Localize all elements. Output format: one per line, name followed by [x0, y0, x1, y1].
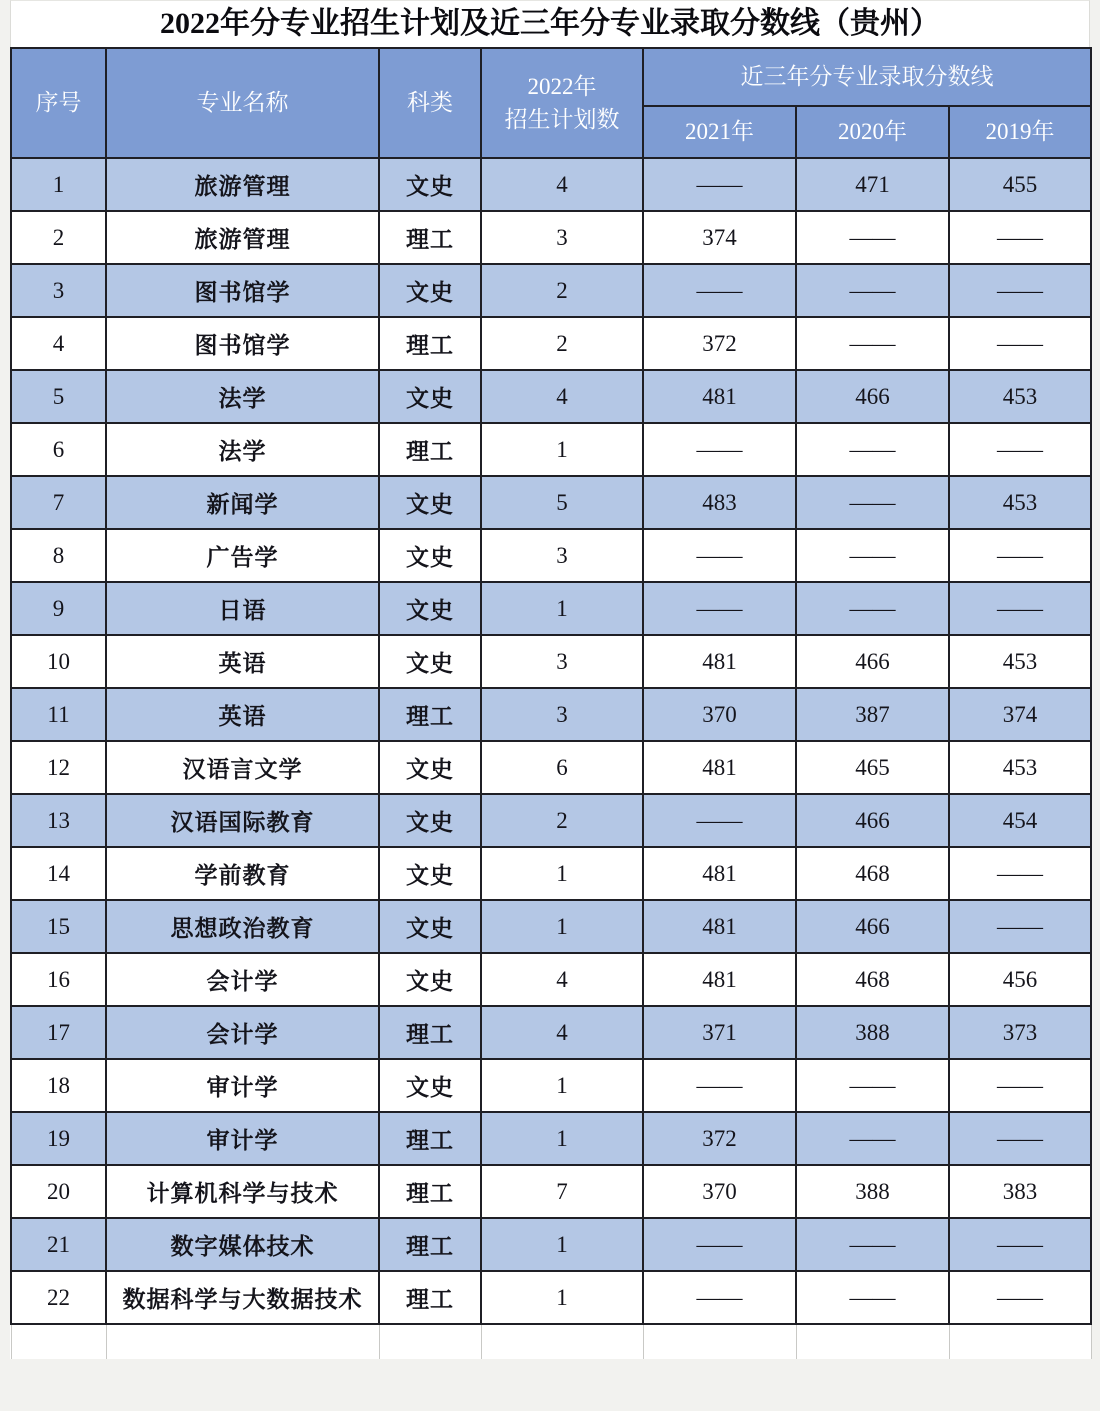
cell-score-2021: —— [643, 529, 796, 582]
empty-cell [643, 1324, 796, 1359]
cell-major: 法学 [106, 423, 379, 476]
cell-major: 汉语言文学 [106, 741, 379, 794]
table-row [11, 847, 1091, 900]
cell-major: 图书馆学 [106, 264, 379, 317]
cell-no: 20 [11, 1165, 106, 1218]
cell-plan: 4 [481, 158, 643, 211]
cell-no: 15 [11, 900, 106, 953]
table-row [11, 688, 1091, 741]
cell-score-2021: 481 [643, 847, 796, 900]
cell-plan: 1 [481, 582, 643, 635]
cell-category: 文史 [379, 370, 481, 423]
cell-category: 文史 [379, 847, 481, 900]
table-header [11, 48, 1091, 158]
header-index: 序号 [11, 48, 106, 158]
cell-score-2021: 481 [643, 741, 796, 794]
cell-score-2021: 483 [643, 476, 796, 529]
cell-plan: 5 [481, 476, 643, 529]
cell-major: 英语 [106, 635, 379, 688]
cell-major: 图书馆学 [106, 317, 379, 370]
table-row [11, 582, 1091, 635]
cell-no: 13 [11, 794, 106, 847]
table-row [11, 794, 1091, 847]
cell-no: 22 [11, 1271, 106, 1324]
cell-score-2021: 372 [643, 317, 796, 370]
cell-no: 3 [11, 264, 106, 317]
table-row [11, 1271, 1091, 1324]
cell-plan: 3 [481, 211, 643, 264]
header-year-2021: 2021年 [643, 106, 796, 158]
cell-category: 理工 [379, 1218, 481, 1271]
cell-plan: 1 [481, 1059, 643, 1112]
cell-score-2020: —— [796, 582, 949, 635]
cell-category: 文史 [379, 900, 481, 953]
cell-major: 汉语国际教育 [106, 794, 379, 847]
cell-no: 1 [11, 158, 106, 211]
table-row [11, 1112, 1091, 1165]
empty-cell [949, 1324, 1091, 1359]
cell-no: 19 [11, 1112, 106, 1165]
header-plan-line1: 2022年 [527, 73, 597, 99]
cell-score-2021: —— [643, 423, 796, 476]
table-row [11, 264, 1091, 317]
cell-major: 旅游管理 [106, 211, 379, 264]
cell-plan: 4 [481, 953, 643, 1006]
cell-score-2021: —— [643, 158, 796, 211]
cell-major: 新闻学 [106, 476, 379, 529]
cell-score-2019: —— [949, 317, 1091, 370]
cell-category: 文史 [379, 582, 481, 635]
table-row [11, 635, 1091, 688]
cell-category: 理工 [379, 688, 481, 741]
cell-score-2021: 374 [643, 211, 796, 264]
cell-category: 文史 [379, 158, 481, 211]
cell-no: 5 [11, 370, 106, 423]
cell-no: 4 [11, 317, 106, 370]
cell-score-2020: —— [796, 317, 949, 370]
cell-score-2019: —— [949, 264, 1091, 317]
cell-no: 6 [11, 423, 106, 476]
cell-no: 2 [11, 211, 106, 264]
table-row [11, 158, 1091, 211]
header-plan-line2: 招生计划数 [504, 107, 620, 132]
cell-category: 理工 [379, 317, 481, 370]
cell-score-2019: —— [949, 211, 1091, 264]
cell-score-2019: 453 [949, 635, 1091, 688]
cell-plan: 3 [481, 688, 643, 741]
cell-score-2020: 466 [796, 370, 949, 423]
cell-score-2019: —— [949, 847, 1091, 900]
cell-score-2021: 481 [643, 900, 796, 953]
cell-score-2021: —— [643, 1271, 796, 1324]
cell-plan: 2 [481, 317, 643, 370]
cell-no: 16 [11, 953, 106, 1006]
cell-plan: 1 [481, 847, 643, 900]
cell-score-2019: 455 [949, 158, 1091, 211]
cell-plan: 4 [481, 1006, 643, 1059]
table-row [11, 1165, 1091, 1218]
cell-score-2021: 372 [643, 1112, 796, 1165]
cell-score-2021: —— [643, 1059, 796, 1112]
cell-score-2021: —— [643, 794, 796, 847]
cell-score-2019: —— [949, 529, 1091, 582]
table-row [11, 317, 1091, 370]
cell-major: 思想政治教育 [106, 900, 379, 953]
empty-cell [11, 1324, 106, 1359]
cell-score-2020: —— [796, 1218, 949, 1271]
cell-score-2020: 465 [796, 741, 949, 794]
cell-major: 会计学 [106, 953, 379, 1006]
cell-score-2020: —— [796, 264, 949, 317]
cell-major: 旅游管理 [106, 158, 379, 211]
cell-no: 10 [11, 635, 106, 688]
cell-category: 文史 [379, 741, 481, 794]
table-row [11, 370, 1091, 423]
cell-score-2020: 388 [796, 1006, 949, 1059]
cell-plan: 3 [481, 635, 643, 688]
cell-score-2021: 371 [643, 1006, 796, 1059]
cell-major: 日语 [106, 582, 379, 635]
cell-score-2019: 383 [949, 1165, 1091, 1218]
cell-score-2020: 388 [796, 1165, 949, 1218]
cell-no: 21 [11, 1218, 106, 1271]
cell-score-2020: —— [796, 529, 949, 582]
cell-no: 8 [11, 529, 106, 582]
cell-score-2019: 374 [949, 688, 1091, 741]
cell-score-2019: —— [949, 582, 1091, 635]
empty-cell [379, 1324, 481, 1359]
cell-score-2021: —— [643, 264, 796, 317]
cell-plan: 1 [481, 1112, 643, 1165]
cell-plan: 2 [481, 794, 643, 847]
cell-score-2021: 370 [643, 1165, 796, 1218]
cell-plan: 6 [481, 741, 643, 794]
cell-score-2019: 453 [949, 741, 1091, 794]
table-row [11, 211, 1091, 264]
cell-score-2020: 466 [796, 900, 949, 953]
header-category: 科类 [379, 48, 481, 158]
cell-score-2020: 466 [796, 794, 949, 847]
table-row [11, 900, 1091, 953]
cell-no: 7 [11, 476, 106, 529]
cell-plan: 4 [481, 370, 643, 423]
cell-score-2019: —— [949, 900, 1091, 953]
cell-category: 文史 [379, 476, 481, 529]
cell-major: 计算机科学与技术 [106, 1165, 379, 1218]
cell-category: 文史 [379, 1059, 481, 1112]
cell-score-2020: 387 [796, 688, 949, 741]
cell-no: 12 [11, 741, 106, 794]
cell-plan: 2 [481, 264, 643, 317]
cell-category: 理工 [379, 211, 481, 264]
header-plan-2022 [481, 48, 643, 158]
cell-score-2021: 481 [643, 953, 796, 1006]
admission-score-table [10, 47, 1092, 1359]
cell-score-2019: 456 [949, 953, 1091, 1006]
cell-no: 9 [11, 582, 106, 635]
cell-score-2020: —— [796, 211, 949, 264]
header-year-2019: 2019年 [949, 106, 1091, 158]
empty-row [11, 1324, 1091, 1359]
cell-major: 学前教育 [106, 847, 379, 900]
cell-category: 理工 [379, 1112, 481, 1165]
cell-no: 17 [11, 1006, 106, 1059]
table-row [11, 476, 1091, 529]
cell-category: 文史 [379, 635, 481, 688]
cell-score-2019: 453 [949, 370, 1091, 423]
cell-major: 法学 [106, 370, 379, 423]
cell-score-2021: —— [643, 582, 796, 635]
cell-score-2020: —— [796, 1059, 949, 1112]
header-year-2020: 2020年 [796, 106, 949, 158]
cell-major: 广告学 [106, 529, 379, 582]
table-body [11, 158, 1091, 1359]
header-major: 专业名称 [106, 48, 379, 158]
cell-plan: 1 [481, 1271, 643, 1324]
table-row [11, 1006, 1091, 1059]
cell-score-2019: —— [949, 1218, 1091, 1271]
table-row [11, 529, 1091, 582]
cell-major: 会计学 [106, 1006, 379, 1059]
cell-plan: 3 [481, 529, 643, 582]
cell-major: 审计学 [106, 1059, 379, 1112]
cell-score-2020: 466 [796, 635, 949, 688]
cell-score-2019: —— [949, 1271, 1091, 1324]
cell-score-2019: —— [949, 1059, 1091, 1112]
cell-major: 审计学 [106, 1112, 379, 1165]
empty-cell [481, 1324, 643, 1359]
cell-category: 文史 [379, 529, 481, 582]
cell-score-2021: 481 [643, 370, 796, 423]
cell-major: 数字媒体技术 [106, 1218, 379, 1271]
cell-score-2021: 370 [643, 688, 796, 741]
cell-score-2020: —— [796, 1112, 949, 1165]
cell-major: 数据科学与大数据技术 [106, 1271, 379, 1324]
cell-plan: 7 [481, 1165, 643, 1218]
cell-category: 文史 [379, 953, 481, 1006]
cell-no: 18 [11, 1059, 106, 1112]
cell-score-2020: —— [796, 1271, 949, 1324]
cell-category: 文史 [379, 794, 481, 847]
cell-category: 文史 [379, 264, 481, 317]
header-scores-group: 近三年分专业录取分数线 [643, 48, 1091, 106]
cell-score-2021: —— [643, 1218, 796, 1271]
page-title: 2022年分专业招生计划及近三年分专业录取分数线（贵州） [10, 0, 1090, 47]
cell-score-2019: —— [949, 423, 1091, 476]
cell-score-2019: —— [949, 1112, 1091, 1165]
cell-category: 理工 [379, 1165, 481, 1218]
table-row [11, 953, 1091, 1006]
cell-score-2019: 453 [949, 476, 1091, 529]
cell-score-2020: —— [796, 423, 949, 476]
cell-score-2019: 454 [949, 794, 1091, 847]
cell-plan: 1 [481, 423, 643, 476]
cell-no: 14 [11, 847, 106, 900]
table-row [11, 741, 1091, 794]
cell-category: 理工 [379, 1006, 481, 1059]
table-row [11, 1218, 1091, 1271]
empty-cell [796, 1324, 949, 1359]
table-row [11, 423, 1091, 476]
cell-score-2021: 481 [643, 635, 796, 688]
empty-cell [106, 1324, 379, 1359]
cell-score-2020: —— [796, 476, 949, 529]
cell-score-2020: 468 [796, 847, 949, 900]
cell-score-2020: 468 [796, 953, 949, 1006]
cell-plan: 1 [481, 900, 643, 953]
cell-category: 理工 [379, 423, 481, 476]
cell-no: 11 [11, 688, 106, 741]
cell-score-2019: 373 [949, 1006, 1091, 1059]
cell-plan: 1 [481, 1218, 643, 1271]
cell-score-2020: 471 [796, 158, 949, 211]
cell-category: 理工 [379, 1271, 481, 1324]
table-row [11, 1059, 1091, 1112]
cell-major: 英语 [106, 688, 379, 741]
